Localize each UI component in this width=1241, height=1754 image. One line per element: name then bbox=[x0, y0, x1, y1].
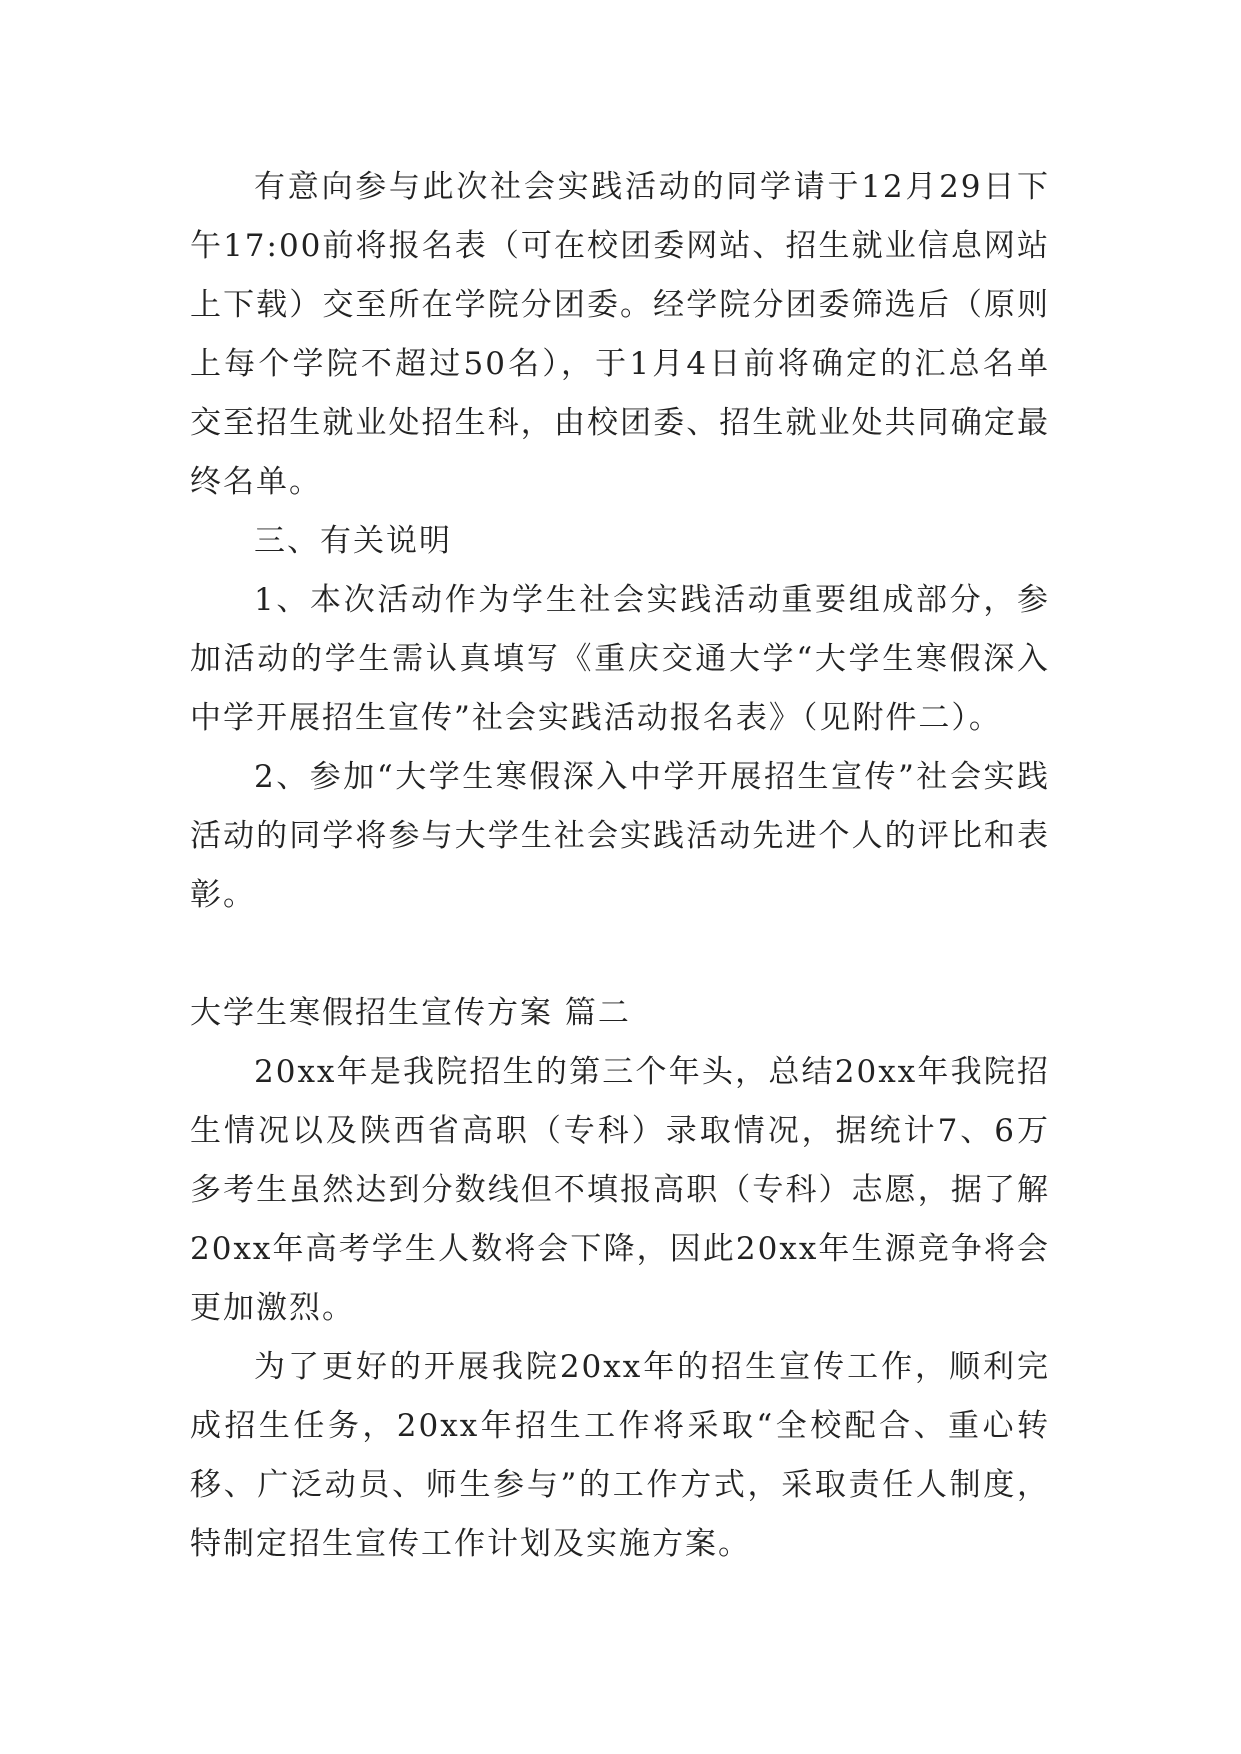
paragraph-background: 20xx年是我院招生的第三个年头，总结20xx年我院招生情况以及陕西省高职（专科）录取情况，据统计7、6万多考生虽然达到分数线但不填报高职（专科）志愿，据了解20xx年高考学生人数将会下降，因此20xx年生源竞争将会更加激烈。 bbox=[190, 1054, 1050, 1326]
section-gap bbox=[190, 925, 1050, 984]
paragraph-plan: 为了更好的开展我院20xx年的招生宣传工作，顺利完成招生任务，20xx年招生工作将采取“全校配合、重心转移、广泛动员、师生参与”的工作方式，采取责任人制度，特制定招生宣传工作计划及实施方案。 bbox=[190, 1349, 1050, 1562]
paragraph-note-1: 1、本次活动作为学生社会实践活动重要组成部分，参加活动的学生需认真填写《重庆交通大学“大学生寒假深入中学开展招生宣传”社会实践活动报名表》（见附件二）。 bbox=[190, 582, 1050, 736]
section-heading-notes: 三、有关说明 bbox=[254, 523, 452, 559]
document-body bbox=[190, 158, 1050, 1574]
section-title-part2: 大学生寒假招生宣传方案 篇二 bbox=[190, 995, 631, 1031]
paragraph-registration: 有意向参与此次社会实践活动的同学请于12月29日下午17:00前将报名表（可在校团委网站、招生就业信息网站上下载）交至所在学院分团委。经学院分团委筛选后（原则上每个学院不超过50名），于1月4日前将确定的汇总名单交至招生就业处招生科，由校团委、招生就业处共同确定最终名单。 bbox=[190, 169, 1050, 500]
paragraph-note-2: 2、参加“大学生寒假深入中学开展招生宣传”社会实践活动的同学将参与大学生社会实践活动先进个人的评比和表彰。 bbox=[190, 759, 1050, 913]
